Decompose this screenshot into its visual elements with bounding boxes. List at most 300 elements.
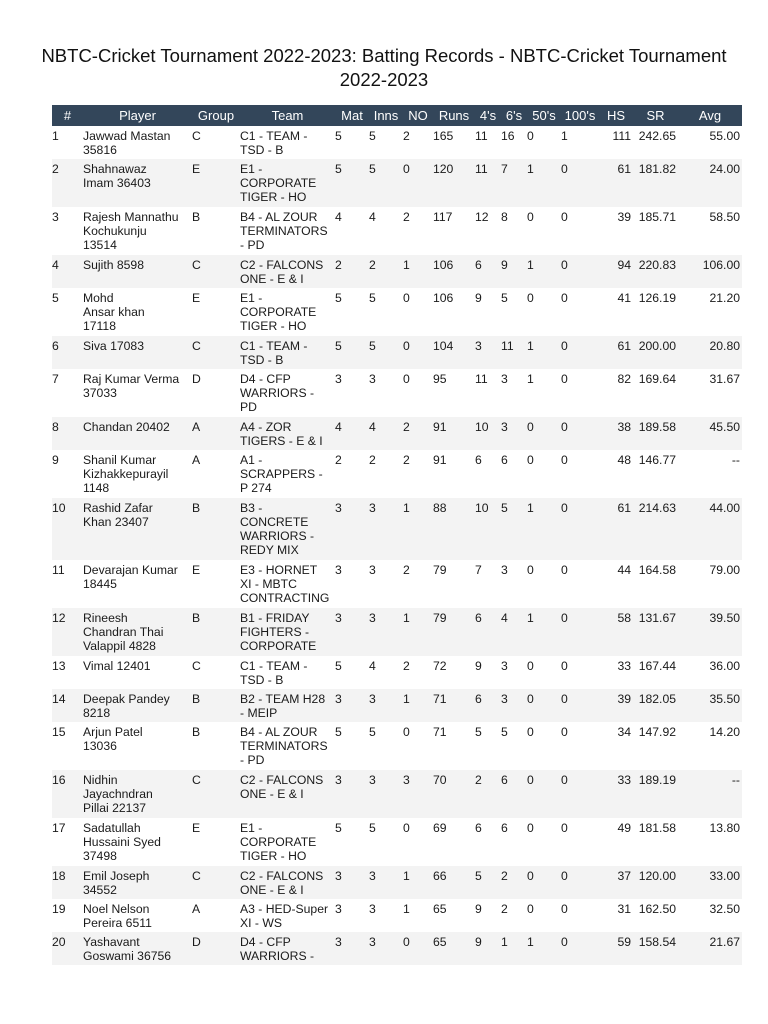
cell-avg: 106.00 (702, 258, 740, 272)
cell-fours: 10 (475, 420, 489, 434)
cell-avg: 21.67 (709, 935, 740, 949)
cell-inns: 3 (369, 692, 376, 706)
cell-player: Rashid Zafar Khan 23407 (83, 501, 153, 529)
cell-mat: 5 (335, 659, 342, 673)
cell-sixes: 3 (501, 659, 508, 673)
cell-mat: 5 (335, 129, 342, 143)
cell-fifties: 0 (527, 420, 534, 434)
cell-inns: 5 (369, 129, 376, 143)
cell-hundreds: 0 (561, 291, 568, 305)
cell-inns: 5 (369, 291, 376, 305)
cell-fours: 10 (475, 501, 489, 515)
cell-no: 0 (403, 291, 410, 305)
cell-sixes: 11 (501, 339, 514, 353)
batting-records-table (52, 105, 742, 965)
cell-avg: 44.00 (709, 501, 740, 515)
cell-player: Yashavant Goswami 36756 (83, 935, 172, 963)
cell-runs: 79 (433, 563, 447, 577)
table-row (52, 126, 742, 159)
cell-avg: 79.00 (709, 563, 740, 577)
cell-fours: 6 (475, 821, 482, 835)
cell-player: Noel Nelson Pereira 6511 (83, 902, 152, 930)
cell-fifties: 0 (527, 725, 534, 739)
cell-inns: 5 (369, 725, 376, 739)
cell-hundreds: 0 (561, 935, 568, 949)
cell-group: E (192, 563, 201, 577)
cell-inns: 3 (369, 902, 376, 916)
cell-team: C1 - TEAM - TSD - B (240, 129, 308, 157)
cell-runs: 65 (433, 902, 447, 916)
page-title: NBTC-Cricket Tournament 2022-2023: Batting Records - NBTC-Cricket Tournament 2022-2023 (41, 45, 727, 90)
cell-sr: 185.71 (638, 210, 676, 224)
cell-fifties: 1 (527, 372, 534, 386)
cell-team: E1 - CORPORATE TIGER - HO (240, 291, 317, 333)
cell-team: E3 - HORNET XI - MBTC CONTRACTING (240, 563, 330, 605)
cell-no: 0 (403, 821, 410, 835)
cell-sixes: 1 (501, 935, 508, 949)
cell-sixes: 9 (501, 258, 508, 272)
cell-player: Rajesh Mannathu Kochukunju 13514 (83, 210, 179, 252)
table-row (52, 656, 742, 689)
cell-sr: 189.19 (638, 773, 676, 787)
column-header-team: Team (271, 108, 304, 123)
cell-hundreds: 1 (561, 129, 568, 143)
cell-avg: 24.00 (709, 162, 740, 176)
cell-sr: 120.00 (638, 869, 676, 883)
cell-team: B4 - AL ZOUR TERMINATORS - PD (240, 210, 328, 252)
cell-inns: 4 (369, 659, 376, 673)
cell-hundreds: 0 (561, 821, 568, 835)
cell-inns: 3 (369, 372, 376, 386)
cell-fifties: 1 (527, 258, 534, 272)
cell-group: B (192, 692, 201, 706)
cell-team: B2 - TEAM H28 - MEIP (240, 692, 326, 720)
cell-fours: 6 (475, 611, 482, 625)
cell-mat: 3 (335, 692, 342, 706)
cell-fifties: 0 (527, 291, 534, 305)
cell-hundreds: 0 (561, 563, 568, 577)
cell-player: Rineesh Chandran Thai Valappil 4828 (83, 611, 164, 653)
cell-runs: 165 (433, 129, 454, 143)
table-row (52, 336, 742, 369)
cell-avg: -- (731, 453, 740, 467)
cell-rank: 19 (52, 902, 66, 916)
column-header-fifties: 50's (532, 108, 556, 123)
cell-sixes: 5 (501, 725, 508, 739)
cell-team: C2 - FALCONS ONE - E & I (240, 773, 324, 801)
cell-fours: 6 (475, 692, 482, 706)
cell-no: 0 (403, 162, 410, 176)
cell-fours: 6 (475, 453, 482, 467)
column-header-mat: Mat (341, 108, 363, 123)
table-row (52, 207, 742, 255)
column-header-hs: HS (606, 108, 626, 123)
cell-inns: 3 (369, 501, 376, 515)
cell-no: 1 (403, 692, 410, 706)
table-row (52, 159, 742, 207)
cell-hs: 94 (617, 258, 631, 272)
cell-mat: 5 (335, 821, 342, 835)
cell-hs: 33 (617, 773, 631, 787)
cell-sr: 169.64 (638, 372, 676, 386)
cell-no: 1 (403, 501, 410, 515)
cell-player: Mohd Ansar khan 17118 (83, 291, 145, 333)
cell-fifties: 0 (527, 902, 534, 916)
cell-hs: 61 (617, 501, 631, 515)
cell-fours: 9 (475, 291, 482, 305)
cell-sixes: 3 (501, 692, 508, 706)
cell-sr: 147.92 (638, 725, 676, 739)
cell-fours: 9 (475, 902, 482, 916)
cell-player: Chandan 20402 (83, 420, 170, 434)
cell-mat: 3 (335, 935, 342, 949)
cell-fifties: 0 (527, 210, 534, 224)
cell-hundreds: 0 (561, 659, 568, 673)
column-header-fours: 4's (479, 108, 497, 123)
cell-runs: 104 (433, 339, 454, 353)
cell-avg: 35.50 (709, 692, 740, 706)
cell-fours: 11 (475, 372, 488, 386)
cell-inns: 4 (369, 210, 376, 224)
cell-mat: 3 (335, 902, 342, 916)
cell-hs: 44 (617, 563, 631, 577)
cell-group: D (192, 935, 201, 949)
cell-team: B4 - AL ZOUR TERMINATORS - PD (240, 725, 328, 767)
cell-group: A (192, 420, 201, 434)
cell-inns: 2 (369, 453, 376, 467)
cell-player: Nidhin Jayachndran Pillai 22137 (83, 773, 153, 815)
cell-player: Arjun Patel 13036 (83, 725, 143, 753)
cell-group: C (192, 869, 201, 883)
cell-runs: 95 (433, 372, 447, 386)
cell-no: 2 (403, 129, 410, 143)
cell-hs: 111 (612, 129, 631, 143)
cell-sixes: 16 (501, 129, 515, 143)
cell-hundreds: 0 (561, 611, 568, 625)
cell-team: E1 - CORPORATE TIGER - HO (240, 821, 317, 863)
cell-rank: 5 (52, 291, 59, 305)
cell-sr: 158.54 (638, 935, 676, 949)
cell-group: C (192, 659, 201, 673)
cell-player: Siva 17083 (83, 339, 144, 353)
cell-inns: 3 (369, 563, 376, 577)
cell-team: A3 - HED-Super XI - WS (240, 902, 329, 930)
cell-group: D (192, 372, 201, 386)
cell-mat: 3 (335, 611, 342, 625)
cell-group: C (192, 773, 201, 787)
cell-runs: 71 (433, 692, 447, 706)
cell-sixes: 2 (501, 869, 508, 883)
cell-team: B3 - CONCRETE WARRIORS - REDY MIX (240, 501, 315, 557)
table-row (52, 608, 742, 656)
cell-group: B (192, 501, 201, 515)
cell-hundreds: 0 (561, 902, 568, 916)
cell-sr: 189.58 (638, 420, 676, 434)
cell-hs: 34 (617, 725, 631, 739)
table-row (52, 818, 742, 866)
cell-no: 3 (403, 773, 410, 787)
cell-player: Raj Kumar Verma 37033 (83, 372, 180, 400)
cell-inns: 5 (369, 162, 376, 176)
cell-team: C2 - FALCONS ONE - E & I (240, 869, 324, 897)
cell-mat: 5 (335, 339, 342, 353)
cell-inns: 3 (369, 773, 376, 787)
cell-team: C2 - FALCONS ONE - E & I (240, 258, 324, 286)
cell-mat: 3 (335, 773, 342, 787)
cell-rank: 2 (52, 162, 59, 176)
cell-runs: 70 (433, 773, 447, 787)
cell-team: B1 - FRIDAY FIGHTERS - CORPORATE (240, 611, 317, 653)
cell-mat: 2 (335, 453, 342, 467)
cell-sixes: 3 (501, 372, 508, 386)
cell-mat: 3 (335, 869, 342, 883)
cell-sixes: 8 (501, 210, 508, 224)
cell-avg: 31.67 (709, 372, 740, 386)
cell-fifties: 0 (527, 692, 534, 706)
cell-fifties: 1 (527, 501, 534, 515)
cell-fours: 3 (475, 339, 482, 353)
cell-rank: 15 (52, 725, 66, 739)
cell-group: B (192, 725, 201, 739)
cell-group: B (192, 611, 201, 625)
cell-team: E1 - CORPORATE TIGER - HO (240, 162, 317, 204)
table-row (52, 932, 742, 965)
table-row (52, 722, 742, 770)
table-row (52, 417, 742, 450)
cell-avg: -- (731, 773, 740, 787)
cell-no: 2 (403, 563, 410, 577)
cell-fifties: 0 (527, 821, 534, 835)
table-row (52, 899, 742, 932)
cell-player: Vimal 12401 (83, 659, 151, 673)
cell-sr: 146.77 (638, 453, 676, 467)
cell-sixes: 4 (501, 611, 508, 625)
cell-fifties: 0 (527, 453, 534, 467)
table-row (52, 288, 742, 336)
cell-hundreds: 0 (561, 339, 568, 353)
cell-sixes: 6 (501, 453, 508, 467)
cell-hundreds: 0 (561, 869, 568, 883)
cell-runs: 91 (433, 420, 447, 434)
cell-avg: 32.50 (709, 902, 740, 916)
cell-no: 0 (403, 372, 410, 386)
cell-group: C (192, 339, 201, 353)
cell-sixes: 2 (501, 902, 508, 916)
column-header-runs: Runs (438, 108, 470, 123)
cell-runs: 106 (433, 258, 454, 272)
cell-group: E (192, 821, 201, 835)
cell-fifties: 0 (527, 129, 534, 143)
cell-fours: 12 (475, 210, 489, 224)
cell-mat: 5 (335, 291, 342, 305)
cell-no: 2 (403, 453, 410, 467)
table-row (52, 689, 742, 722)
cell-rank: 3 (52, 210, 59, 224)
cell-sr: 214.63 (638, 501, 676, 515)
cell-rank: 6 (52, 339, 59, 353)
cell-player: Shahnawaz Imam 36403 (83, 162, 151, 190)
cell-group: A (192, 902, 201, 916)
cell-fours: 7 (475, 563, 482, 577)
cell-hundreds: 0 (561, 210, 568, 224)
cell-hs: 38 (617, 420, 631, 434)
cell-sr: 181.82 (638, 162, 676, 176)
cell-fours: 11 (475, 129, 488, 143)
table-row (52, 498, 742, 560)
cell-player: Shanil Kumar Kizhakkepurayil 1148 (83, 453, 169, 495)
cell-group: E (192, 291, 201, 305)
cell-hs: 39 (617, 692, 631, 706)
cell-runs: 72 (433, 659, 447, 673)
cell-fours: 5 (475, 725, 482, 739)
cell-hundreds: 0 (561, 453, 568, 467)
column-header-avg: Avg (698, 108, 722, 123)
cell-hundreds: 0 (561, 372, 568, 386)
cell-hs: 33 (617, 659, 631, 673)
cell-player: Sadatullah Hussaini Syed 37498 (83, 821, 161, 863)
cell-avg: 20.80 (709, 339, 740, 353)
cell-avg: 21.20 (709, 291, 740, 305)
cell-no: 2 (403, 659, 410, 673)
cell-fifties: 1 (527, 935, 534, 949)
table-row (52, 369, 742, 417)
cell-runs: 91 (433, 453, 447, 467)
cell-hundreds: 0 (561, 773, 568, 787)
cell-rank: 1 (52, 129, 59, 143)
cell-hs: 61 (617, 339, 631, 353)
cell-sr: 200.00 (638, 339, 676, 353)
cell-player: Emil Joseph 34552 (83, 869, 150, 897)
cell-hs: 58 (617, 611, 631, 625)
cell-rank: 8 (52, 420, 59, 434)
cell-rank: 11 (52, 563, 65, 577)
cell-fours: 2 (475, 773, 482, 787)
cell-hs: 37 (617, 869, 631, 883)
cell-sr: 182.05 (638, 692, 676, 706)
cell-fifties: 0 (527, 869, 534, 883)
cell-hundreds: 0 (561, 692, 568, 706)
cell-rank: 9 (52, 453, 59, 467)
cell-rank: 4 (52, 258, 59, 272)
cell-fours: 11 (475, 162, 488, 176)
cell-sixes: 6 (501, 821, 508, 835)
column-header-inns: Inns (373, 108, 399, 123)
column-header-no: NO (408, 108, 428, 123)
cell-rank: 20 (52, 935, 66, 949)
cell-hs: 39 (617, 210, 631, 224)
cell-runs: 117 (433, 210, 453, 224)
cell-no: 1 (403, 902, 410, 916)
column-header-group: Group (197, 108, 235, 123)
cell-hs: 59 (617, 935, 631, 949)
cell-no: 0 (403, 339, 410, 353)
cell-sixes: 6 (501, 773, 508, 787)
cell-group: E (192, 162, 201, 176)
cell-hs: 61 (617, 162, 631, 176)
cell-inns: 4 (369, 420, 376, 434)
column-header-player: Player (119, 108, 156, 123)
table-row (52, 866, 742, 899)
cell-runs: 65 (433, 935, 447, 949)
column-header-sr: SR (646, 108, 665, 123)
cell-sixes: 5 (501, 291, 508, 305)
cell-runs: 66 (433, 869, 447, 883)
cell-player: Deepak Pandey 8218 (83, 692, 170, 720)
cell-runs: 69 (433, 821, 447, 835)
cell-avg: 58.50 (709, 210, 740, 224)
cell-fifties: 1 (527, 162, 534, 176)
cell-runs: 106 (433, 291, 454, 305)
cell-no: 1 (403, 258, 410, 272)
cell-group: B (192, 210, 201, 224)
cell-hs: 48 (617, 453, 631, 467)
cell-rank: 7 (52, 372, 59, 386)
cell-sr: 164.58 (638, 563, 676, 577)
cell-hundreds: 0 (561, 725, 568, 739)
cell-mat: 5 (335, 162, 342, 176)
table-row (52, 560, 742, 608)
cell-inns: 3 (369, 935, 376, 949)
cell-fours: 9 (475, 659, 482, 673)
cell-avg: 14.20 (709, 725, 740, 739)
cell-player: Devarajan Kumar 18445 (83, 563, 178, 591)
cell-hundreds: 0 (561, 162, 568, 176)
cell-mat: 4 (335, 420, 342, 434)
table-row (52, 770, 742, 818)
cell-sixes: 7 (501, 162, 508, 176)
cell-fifties: 1 (527, 339, 534, 353)
table-row (52, 255, 742, 288)
cell-hs: 49 (617, 821, 631, 835)
cell-inns: 3 (369, 869, 376, 883)
cell-sixes: 3 (501, 420, 508, 434)
cell-runs: 120 (433, 162, 454, 176)
cell-rank: 14 (52, 692, 66, 706)
cell-rank: 10 (52, 501, 66, 515)
cell-no: 2 (403, 210, 410, 224)
cell-avg: 33.00 (709, 869, 740, 883)
cell-hundreds: 0 (561, 501, 568, 515)
cell-sixes: 3 (501, 563, 508, 577)
cell-inns: 5 (369, 339, 376, 353)
cell-sr: 131.67 (638, 611, 676, 625)
cell-fours: 5 (475, 869, 482, 883)
cell-inns: 5 (369, 821, 376, 835)
cell-fifties: 1 (527, 611, 534, 625)
cell-mat: 2 (335, 258, 342, 272)
cell-inns: 2 (369, 258, 376, 272)
cell-rank: 13 (52, 659, 66, 673)
cell-avg: 55.00 (709, 129, 740, 143)
cell-avg: 13.80 (709, 821, 740, 835)
cell-mat: 5 (335, 725, 342, 739)
cell-no: 0 (403, 725, 410, 739)
cell-no: 1 (403, 869, 410, 883)
cell-runs: 79 (433, 611, 447, 625)
column-header-rank: # (63, 108, 72, 123)
cell-avg: 45.50 (709, 420, 740, 434)
cell-sr: 181.58 (638, 821, 676, 835)
cell-team: C1 - TEAM - TSD - B (240, 339, 308, 367)
cell-hs: 82 (617, 372, 631, 386)
cell-runs: 71 (433, 725, 447, 739)
cell-avg: 36.00 (709, 659, 740, 673)
cell-fifties: 0 (527, 773, 534, 787)
cell-hundreds: 0 (561, 420, 568, 434)
cell-rank: 17 (52, 821, 66, 835)
cell-team: C1 - TEAM - TSD - B (240, 659, 308, 687)
cell-avg: 39.50 (709, 611, 740, 625)
